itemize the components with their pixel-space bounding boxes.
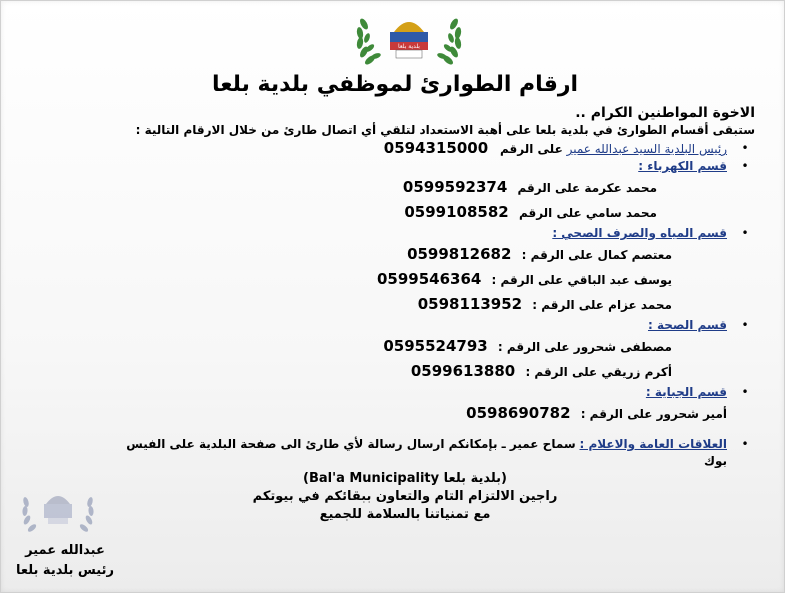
employee-name: معتصم كمال على الرقم : xyxy=(521,248,672,262)
employee-phone: 0599812682 xyxy=(407,245,512,263)
mayor-note: على الرقم xyxy=(500,142,563,156)
employee-name: محمد عزام على الرقم : xyxy=(532,298,672,312)
bullet-icon: • xyxy=(741,385,749,399)
employee-name: أكرم زريقي على الرقم : xyxy=(525,365,672,379)
employee-phone: 0598690782 xyxy=(466,404,571,422)
list-item-section-water xyxy=(100,225,755,317)
employee-phone: 0595524793 xyxy=(383,337,488,355)
employee-row xyxy=(100,401,727,426)
mayor-label: رئيس البلدية السيد عبدالله عمير xyxy=(566,142,727,156)
list-item-public-relations xyxy=(100,436,755,470)
employee-row xyxy=(100,200,657,225)
employee-row xyxy=(100,292,672,317)
closing-line-1: راجين الالتزام التام والتعاون ببقائكم في بيوتكم xyxy=(252,489,558,504)
signature-name: عبدالله عمير xyxy=(25,543,105,558)
announcement-body xyxy=(100,104,755,524)
employee-row xyxy=(100,334,672,359)
signature-role: رئيس بلدية بلعا xyxy=(16,563,114,578)
section-heading: قسم المياه والصرف الصحي : xyxy=(552,226,727,240)
municipality-logo xyxy=(350,10,468,74)
list-item-section-collection xyxy=(100,384,755,426)
section-heading: قسم الجباية : xyxy=(645,385,727,399)
list-item-section-electricity xyxy=(100,158,755,225)
list-item-mayor xyxy=(100,140,755,158)
employee-phone: 0598113952 xyxy=(417,295,523,313)
public-relations-label: العلاقات العامة والاعلام : xyxy=(579,437,727,451)
bullet-icon: • xyxy=(741,318,749,332)
employee-phone: 0599108582 xyxy=(404,203,509,221)
employee-row xyxy=(100,242,672,267)
section-heading: قسم الكهرباء : xyxy=(638,159,727,173)
signature-block xyxy=(0,541,130,581)
bullet-icon: • xyxy=(741,159,749,173)
intro-text: ستبقى أقسام الطوارئ في بلدية بلعا على أهبة الاستعداد لتلقي أي اتصال طارئ من خلال الارقام التالية : xyxy=(135,123,755,137)
logo-text: بلدية بلعا xyxy=(398,43,420,50)
employee-name: أمير شحرور على الرقم : xyxy=(580,407,727,421)
section-heading: قسم الصحة : xyxy=(647,318,727,332)
bullet-icon: • xyxy=(741,226,749,240)
employee-row xyxy=(100,359,672,384)
bullet-icon: • xyxy=(741,141,749,155)
bullet-icon: • xyxy=(741,437,749,451)
facebook-page-name: (بلدية بلعا Bal'a Municipality) xyxy=(303,471,507,486)
closing-line-2: مع تمنياتنا بالسلامة للجميع xyxy=(319,507,491,522)
employee-name: مصطفى شحرور على الرقم : xyxy=(497,340,672,354)
list-item-section-health xyxy=(100,317,755,384)
employee-row xyxy=(100,267,672,292)
employee-name: محمد عكرمة على الرقم xyxy=(517,181,657,195)
mayor-phone: 0594315000 xyxy=(383,139,489,157)
signature-logo xyxy=(18,482,98,540)
employee-name: يوسف عبد الباقي على الرقم : xyxy=(491,273,672,287)
public-relations-text: سماح عمير ـ بإمكانكم ارسال رسالة لأي طارئ الى صفحة البلدية على الفيس بوك xyxy=(126,437,727,468)
employee-phone: 0599546364 xyxy=(376,270,482,288)
greeting: الاخوة المواطنين الكرام .. xyxy=(575,105,755,121)
page-title: ارقام الطوارئ لموظفي بلدية بلعا xyxy=(211,72,579,97)
employee-phone: 0599613880 xyxy=(410,362,516,380)
employee-phone: 0599592374 xyxy=(402,178,508,196)
employee-name: محمد سامي على الرقم xyxy=(518,206,657,220)
employee-row xyxy=(100,175,657,200)
emergency-list xyxy=(100,140,755,470)
